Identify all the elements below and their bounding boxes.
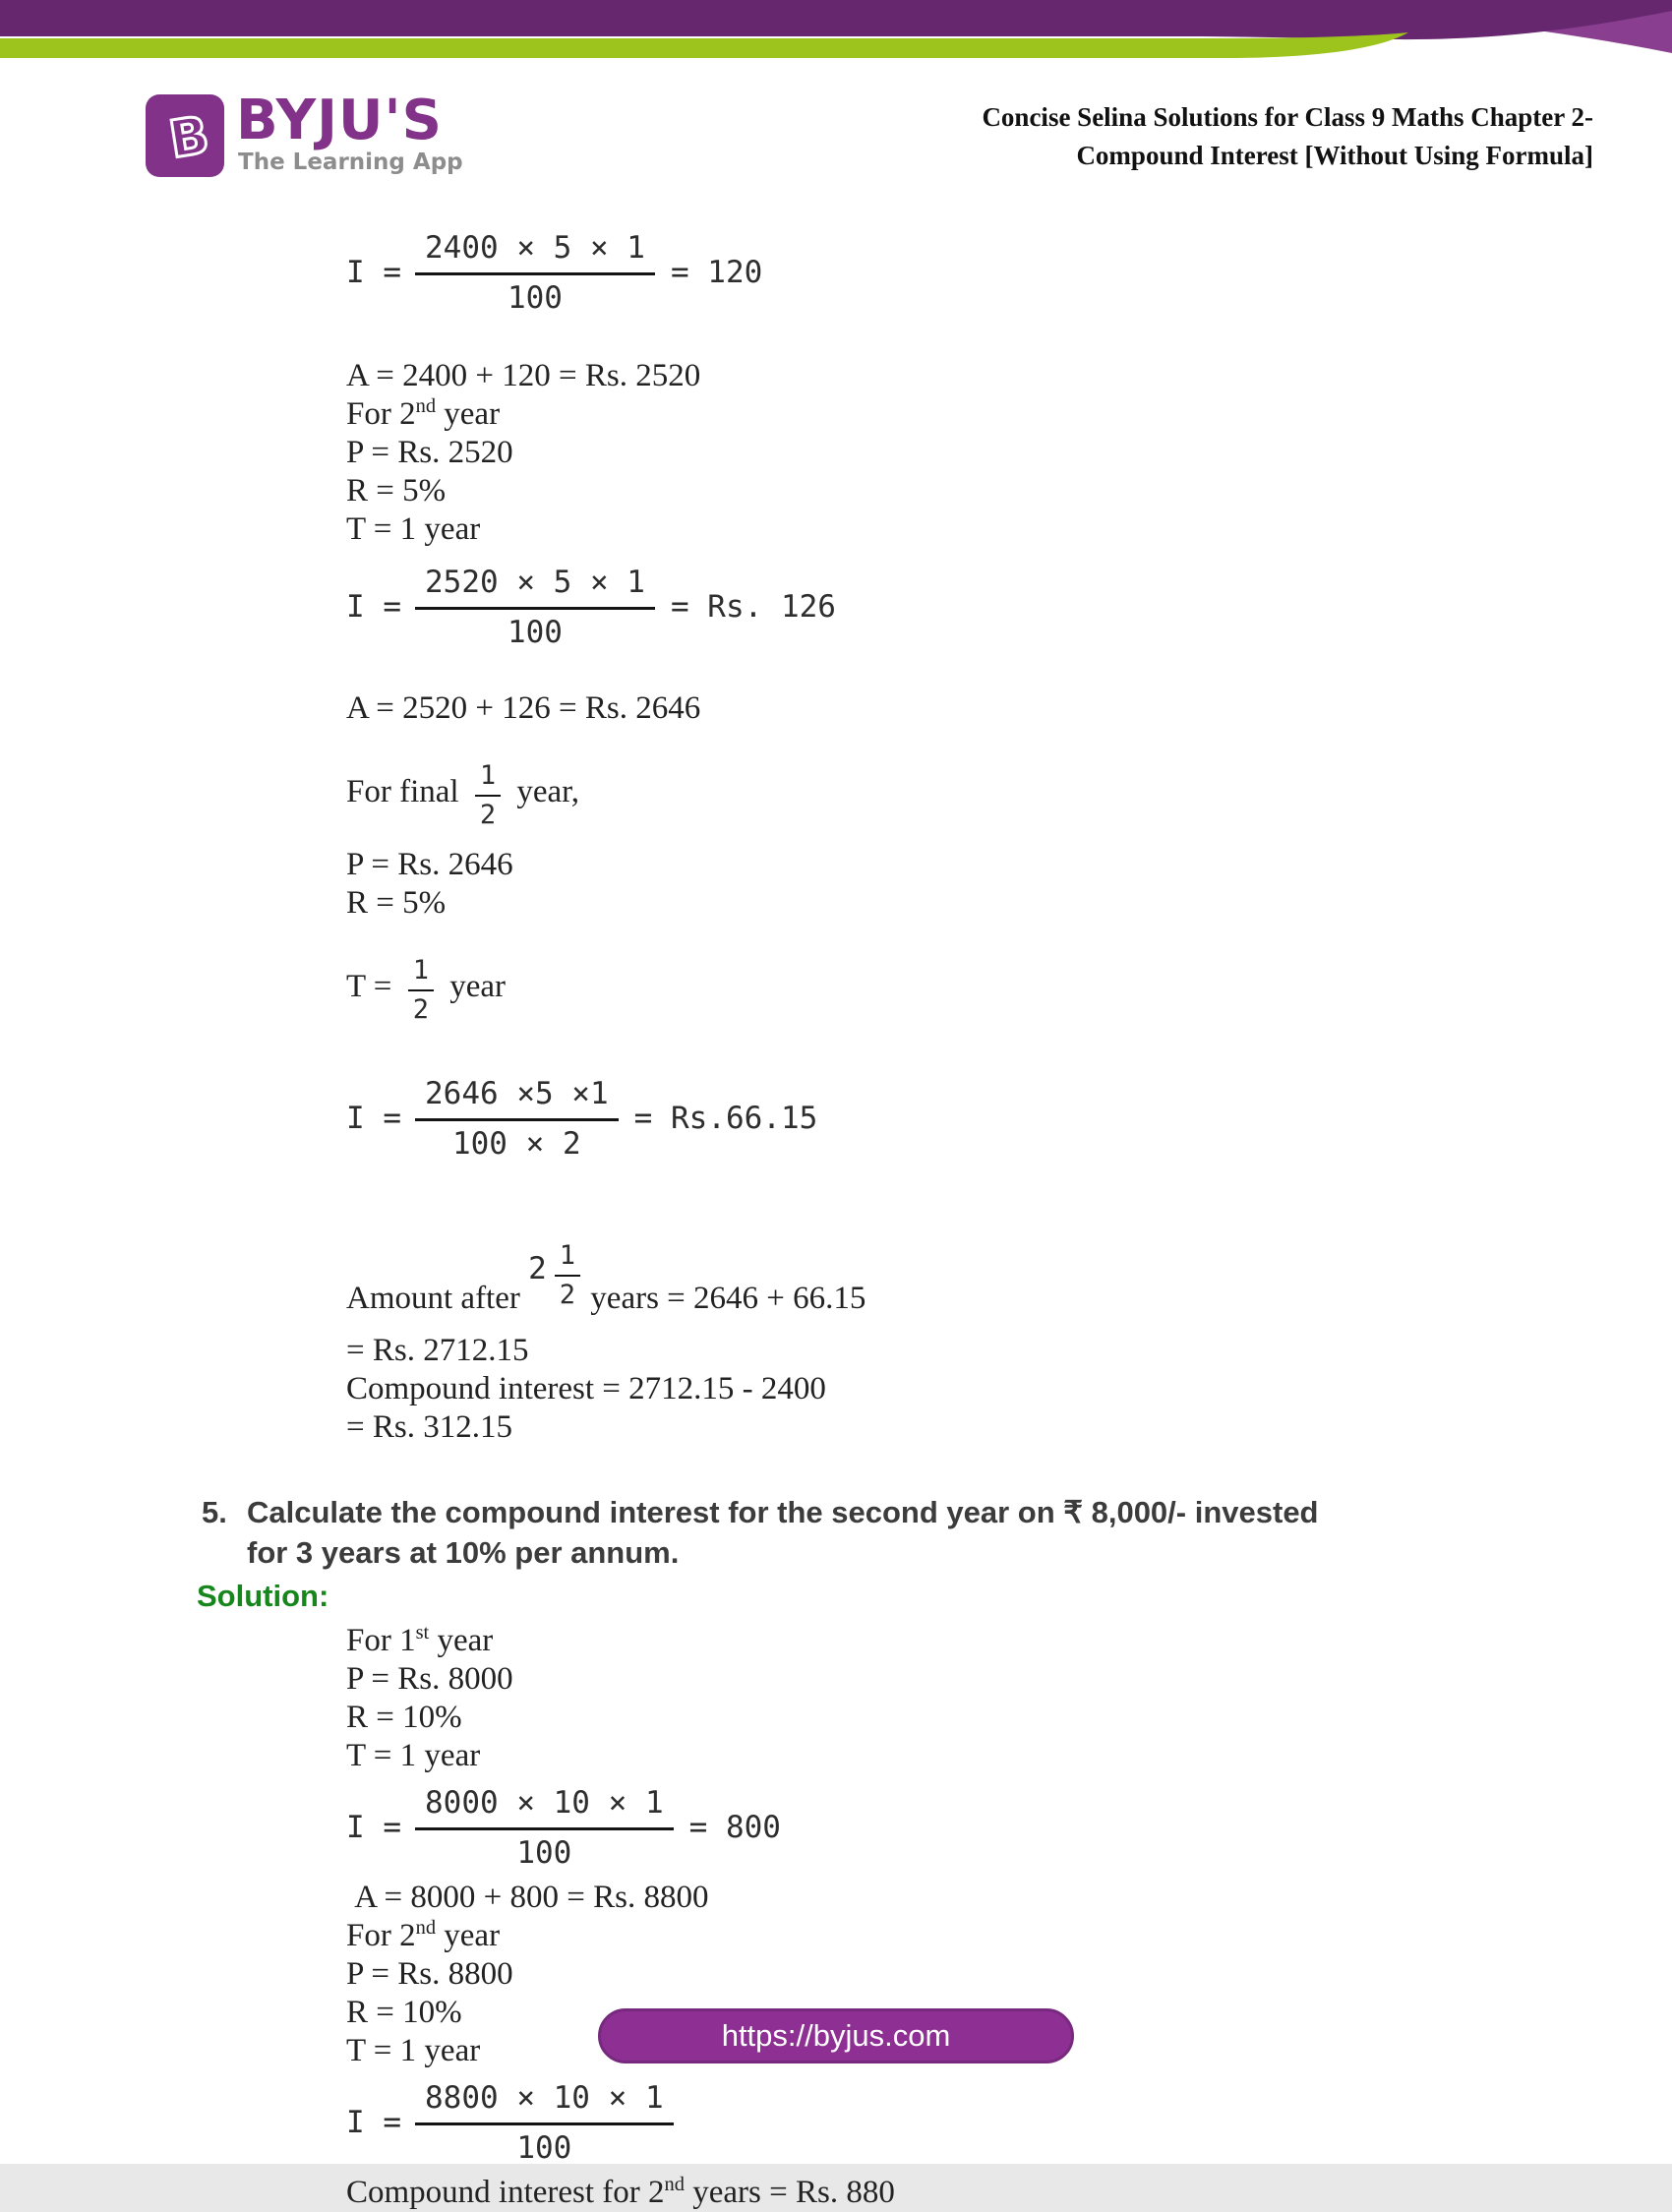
- solution-line: A = 2400 + 120 = Rs. 2520: [346, 358, 701, 393]
- half-fraction: $\frac{1}{2}$: [408, 957, 434, 1023]
- fraction: $\frac{8000 \times 10 \times 1}{100}$: [415, 1783, 674, 1871]
- solution-line: Compound interest = 2712.15 - 2400: [346, 1371, 826, 1406]
- solution-line: R = 5%: [346, 885, 447, 921]
- equation-interest-halfyear-q4: I = $\frac{2646 \times 5 \times 1}{100 \times 2}$ = Rs.66.15: [346, 1076, 818, 1162]
- solution-line: Amount after 2 1 2 years = 2646 + 66.15: [346, 1187, 1672, 1332]
- mixed-fraction: 2 1 2: [528, 1236, 582, 1302]
- half-fraction: $\frac{1}{2}$: [475, 762, 501, 828]
- byjus-url-button[interactable]: https://byjus.com: [598, 2008, 1074, 2063]
- byjus-logo: [146, 89, 480, 187]
- solution-line: Compound interest for 2nd years = Rs. 880: [346, 2174, 895, 2210]
- question-5: [202, 1492, 1672, 1573]
- solution-line: R = 10%: [346, 1995, 462, 2030]
- header-swoosh-decoration: [0, 0, 1672, 69]
- document-body: [0, 214, 1672, 2212]
- solution-line: R = 10%: [346, 1700, 462, 1735]
- fraction: $\frac{2520 \times 5 \times 1}{100}$: [415, 563, 655, 650]
- equation-interest-year2-q4: I = $\frac{2520 \times 5 \times 1}{100}$ = Rs. 126: [346, 565, 836, 650]
- solution-line: T = 1 year: [346, 1738, 481, 1773]
- solution-line: = Rs. 312.15: [346, 1409, 512, 1445]
- solution-line: For 2nd year: [346, 395, 501, 432]
- solution-line: R = 5%: [346, 473, 447, 508]
- page-title-line1: Concise Selina Solutions for Class 9 Maths Chapter 2-: [982, 102, 1593, 132]
- solution-line: T = 1 year: [346, 511, 481, 547]
- solution-line: P = Rs. 8800: [346, 1956, 513, 1992]
- ordinal-superscript: nd: [415, 1917, 437, 1939]
- question-number: 5.: [202, 1495, 227, 1529]
- solution-line: P = Rs. 2520: [346, 435, 513, 470]
- fraction: $\frac{8800 \times 10 \times 1}{100}$: [415, 2078, 674, 2166]
- solution-line: = Rs. 2712.15: [346, 1333, 529, 1368]
- equation-interest-year1-q5: I = $\frac{8000 \times 10 \times 1}{100}$ = 800: [346, 1785, 781, 1871]
- byjus-tagline: The Learning App: [238, 149, 463, 175]
- solution-line: For final $\frac{1}{2}$ year,: [346, 760, 580, 830]
- byjus-b-icon: [146, 94, 224, 177]
- solution-line: P = Rs. 8000: [346, 1661, 513, 1697]
- fraction: $\frac{2646 \times 5 \times 1}{100 \times 2}$: [415, 1074, 619, 1162]
- equation-interest-year2-q5: I = $\frac{8800 \times 10 \times 1}{100}$: [346, 2078, 1672, 2166]
- ordinal-superscript: nd: [664, 2174, 685, 2195]
- byjus-logo-mark: [146, 94, 224, 177]
- fraction: $\frac{2400 \times 5 \times 1}{100}$: [415, 228, 655, 316]
- solution-line: For 2nd year: [346, 1917, 501, 1953]
- page-title-line2: Compound Interest [Without Using Formula]: [1076, 141, 1593, 170]
- solution-line: P = Rs. 2646: [346, 847, 513, 882]
- ordinal-superscript: nd: [415, 395, 437, 417]
- byjus-brand-text: BYJU'S: [236, 89, 443, 152]
- solution-label: Solution:: [197, 1579, 329, 1613]
- solution-line: For 1st year: [346, 1622, 494, 1658]
- solution-line: T = 1 year: [346, 2033, 481, 2068]
- ordinal-superscript: st: [415, 1622, 430, 1644]
- equation-interest-year1-q4: I = $\frac{2400 \times 5 \times 1}{100}$ = 120: [346, 230, 763, 316]
- question-text: Calculate the compound interest for the second year on ₹ 8,000/- invested for 3 years at 10% per annum.: [247, 1495, 1319, 1570]
- solution-line: A = 2520 + 126 = Rs. 2646: [346, 690, 701, 726]
- svg-text:B: B: [164, 105, 213, 171]
- page-title: [982, 98, 1593, 175]
- solution-line: A = 8000 + 800 = Rs. 8800: [346, 1880, 709, 1915]
- solution-line: T = $\frac{1}{2}$ year: [346, 955, 506, 1025]
